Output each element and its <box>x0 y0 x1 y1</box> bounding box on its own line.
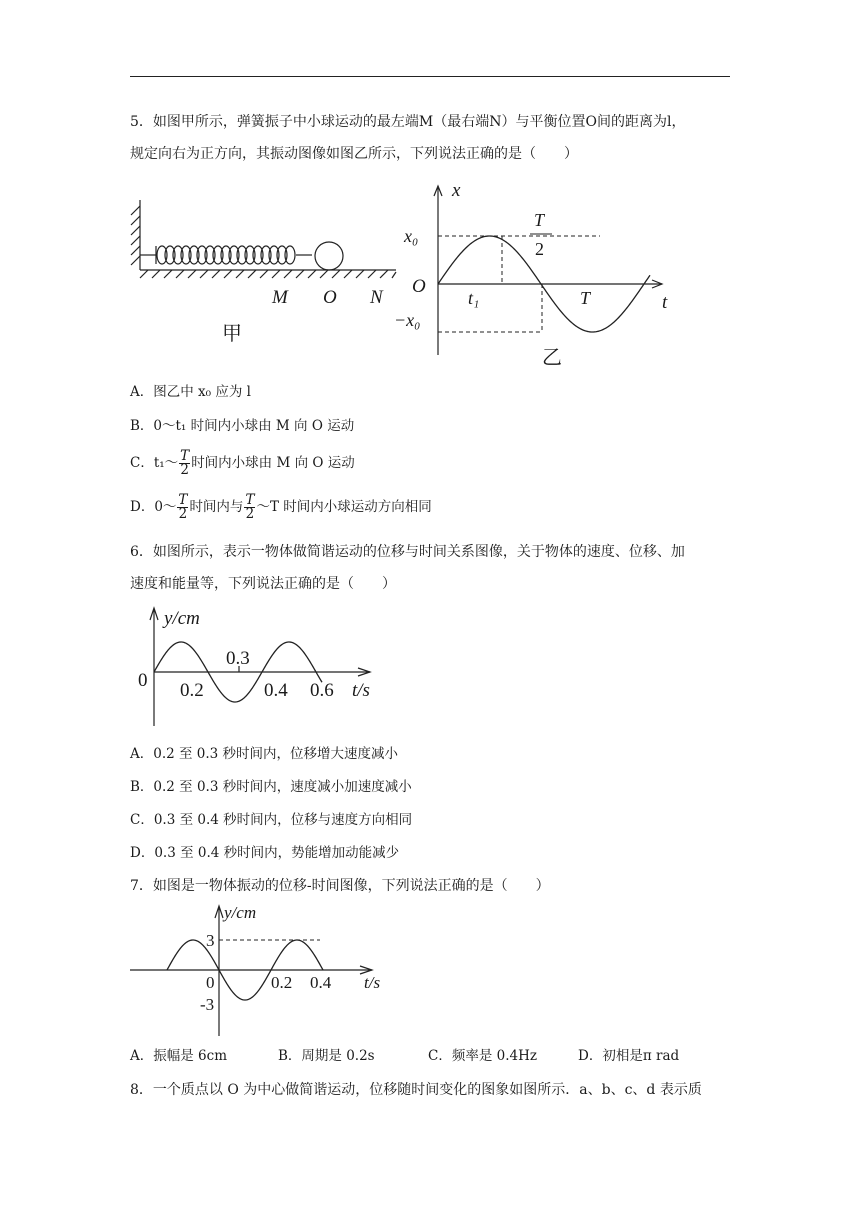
q7-y-axis-label: y/cm <box>224 903 257 922</box>
q6-option-a[interactable]: A．0.2 至 0.3 秒时间内，位移增大速度减小 <box>130 746 399 762</box>
caption-jia: 甲 <box>222 323 242 345</box>
q5-option-c-suffix: 时间内小球由 M 向 O 运动 <box>191 455 355 471</box>
q6-tick-0.4: 0.4 <box>264 680 288 701</box>
q6-tick-0.2: 0.2 <box>180 680 204 701</box>
q7-tick-0.2: 0.2 <box>271 973 293 992</box>
q8-stem: 8．一个质点以 O 为中心做简谐运动，位移随时间变化的图象如图所示．a、b、c、d 表示质 <box>130 1082 702 1098</box>
q5-option-c-prefix: C．t₁～ <box>130 455 179 471</box>
label-o: O <box>323 287 337 308</box>
label-n: N <box>370 287 383 308</box>
q5-option-d-suffix: ～T 时间内小球运动方向相同 <box>256 499 432 515</box>
caption-yi: 乙 <box>542 347 562 369</box>
q6-option-b[interactable]: B．0.2 至 0.3 秒时间内，速度减小加速度减小 <box>130 779 412 795</box>
period-label: T <box>580 288 591 308</box>
q6-tick-0.3: 0.3 <box>226 648 250 669</box>
q5-option-a[interactable]: A．图乙中 x₀ 应为 l <box>130 384 251 400</box>
origin-label: O <box>412 276 426 297</box>
header-rule <box>130 76 730 77</box>
fraction-t-over-2: $\frac{T}{2}$ <box>180 448 190 478</box>
q7-x-axis-label: t/s <box>364 973 381 992</box>
q5-option-b[interactable]: B．0～t₁ 时间内小球由 M 向 O 运动 <box>130 418 355 434</box>
q7-tick-0.4: 0.4 <box>310 973 332 992</box>
q6-chart <box>130 600 390 730</box>
q5-figure-jia <box>126 196 406 351</box>
q5-option-c[interactable] <box>130 448 355 478</box>
q7-option-c[interactable]: C．频率是 0.4Hz <box>428 1048 537 1064</box>
q5-stem-line2: 规定向右为正方向，其振动图像如图乙所示，下列说法正确的是（ ） <box>130 146 578 162</box>
t1-label: t₁ <box>468 288 480 308</box>
q5-option-d-prefix: D．0～ <box>130 499 177 515</box>
q6-option-c[interactable]: C．0.3 至 0.4 秒时间内，位移与速度方向相同 <box>130 812 413 828</box>
q7-option-b[interactable]: B．周期是 0.2s <box>278 1048 375 1064</box>
q7-stem: 7．如图是一物体振动的位移-时间图像，下列说法正确的是（ ） <box>130 878 550 894</box>
q6-stem-line2: 速度和能量等，下列说法正确的是（ ） <box>130 576 396 592</box>
q6-x-axis-label: t/s <box>352 680 370 701</box>
q7-chart <box>130 902 400 1042</box>
q6-tick-0.6: 0.6 <box>310 680 334 701</box>
fraction-t-over-2: $\frac{T}{2}$ <box>245 492 255 522</box>
q7-option-a[interactable]: A．振幅是 6cm <box>130 1048 227 1064</box>
half-period-den: 2 <box>535 239 544 259</box>
q5-option-d[interactable] <box>130 492 432 522</box>
q7-options-row <box>130 1046 730 1066</box>
q6-option-d[interactable]: D．0.3 至 0.4 秒时间内，势能增加动能减少 <box>130 845 400 861</box>
q6-origin-label: 0 <box>138 670 148 691</box>
axis-x-label: x <box>452 180 461 201</box>
label-m: M <box>272 287 288 308</box>
neg-x0-label: −x₀ <box>394 310 421 330</box>
q6-y-axis-label: y/cm <box>164 608 200 629</box>
q5-stem-line1: 5．如图甲所示，弹簧振子中小球运动的最左端M（最右端N）与平衡位置O间的距离为l， <box>130 114 686 130</box>
q5-option-d-middle: 时间内与 <box>189 499 244 515</box>
axis-t-label: t <box>662 292 668 313</box>
q5-figure-yi <box>394 180 690 370</box>
q6-stem-line1: 6．如图所示，表示一物体做简谐运动的位移与时间关系图像，关于物体的速度、位移、加 <box>130 544 685 560</box>
x0-label: x₀ <box>404 226 419 246</box>
fraction-t-over-2: $\frac{T}{2}$ <box>178 492 188 522</box>
q7-y-top-label: 3 <box>206 931 215 950</box>
q7-y-bottom-label: -3 <box>200 995 215 1014</box>
half-period-num: T <box>534 210 545 230</box>
q7-origin-label: 0 <box>206 973 215 992</box>
q7-option-d[interactable]: D．初相是π rad <box>578 1048 680 1064</box>
